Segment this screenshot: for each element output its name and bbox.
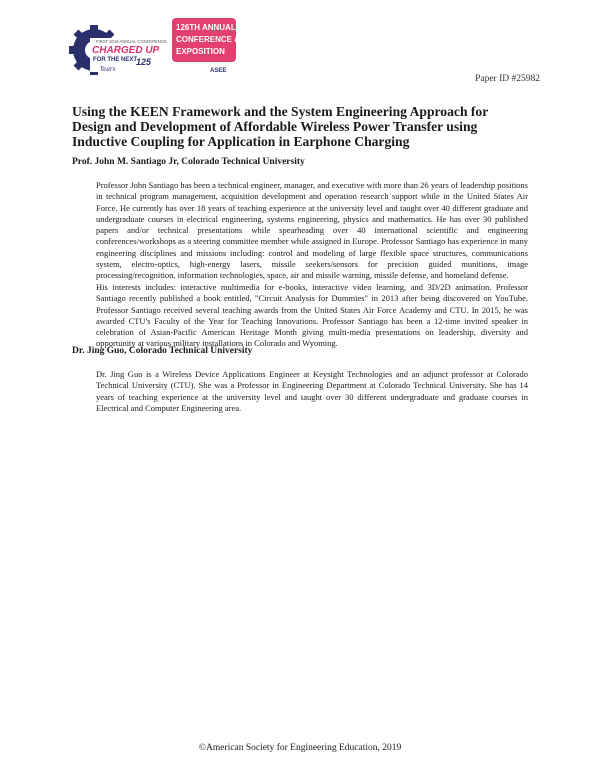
paper-id: Paper ID #25982 (475, 74, 540, 84)
asee-logo-text: ASEE (210, 68, 227, 74)
author-bio-paragraph: His interests includes: interactive multimedia for e-books, interactive video learning, and 3D/2D animation. Professor Santiago recently published a book entitled, "Circuit Analysis for Dummies" in 2013 after being discovered on YouTube. Professor Santiago received several teaching awards from the United States Air Force Academy and CTU. In 2015, he was awarded CTU's Faculty of the Year for Teaching Innovations. Professor Santiago has been a 12-time invited speaker in celebration of Asian-Pacific American Heritage Month giving multi-media presentations on leadership, diversity and opportunity at various military installations in Colorado and Wyoming. (96, 282, 528, 349)
author-bio-paragraph: Dr. Jing Guo is a Wireless Device Applications Engineer at Keysight Technologies and an adjunct professor at Colorado Technical University (CTU). She was a Professor in Engineering Department at Colorado Technical University. She has 14 years of teaching experience at the university level and taught over 30 different undergraduate and graduate courses in Electrical and Computer Engineering area. (96, 369, 528, 413)
badge-line-1: 126TH ANNUAL (176, 23, 236, 32)
logo-for-the-next: FOR THE NEXT (93, 57, 138, 63)
logo-year-line: FIRST 2019 ANNUAL CONFERENCE (96, 39, 167, 44)
author-bio-paragraph: Professor John Santiago has been a technical engineer, manager, and executive with more than 26 years of leadership positions in technical program management, acquisition development and operation research support while in the United States Air Force. He currently has over 18 years of teaching experience at the university level and taught over 40 different graduate and undergraduate courses in electrical engineering, systems engineering, physics and mathematics. He has over 30 published papers and/or technical presentations while spearheading over 40 international scientific and engineering conferences/workshops as a steering committee member while assigned in Europe. Professor Santiago has experience in many engineering disciplines and missions including: control and modeling of large flexible space structures, communications system, electro-optics, high-energy lasers, missile seekers/sensors for precision guided munitions, image processing/recognition, information technologies, space, air and missile warning, missile defense, and homeland defense. (96, 180, 528, 281)
logo-years: Years (100, 65, 116, 73)
paper-title: Using the KEEN Framework and the System Engineering Approach for Design and Development of Affordable Wireless Power Transfer using Inductive Coupling for Application in Earphone Charging (72, 104, 489, 149)
author-name: Dr. Jing Guo, Colorado Technical University (72, 346, 253, 356)
badge-line-2: CONFERENCE & (176, 35, 241, 44)
badge-line-3: EXPOSITION (176, 47, 225, 56)
logo-125: 125 (136, 57, 152, 67)
copyright-footer: ©American Society for Engineering Education, 2019 (198, 743, 402, 753)
logo-charged-up: CHARGED UP (92, 45, 160, 56)
conference-logo (60, 14, 260, 84)
author-name: Prof. John M. Santiago Jr, Colorado Technical University (72, 157, 305, 167)
